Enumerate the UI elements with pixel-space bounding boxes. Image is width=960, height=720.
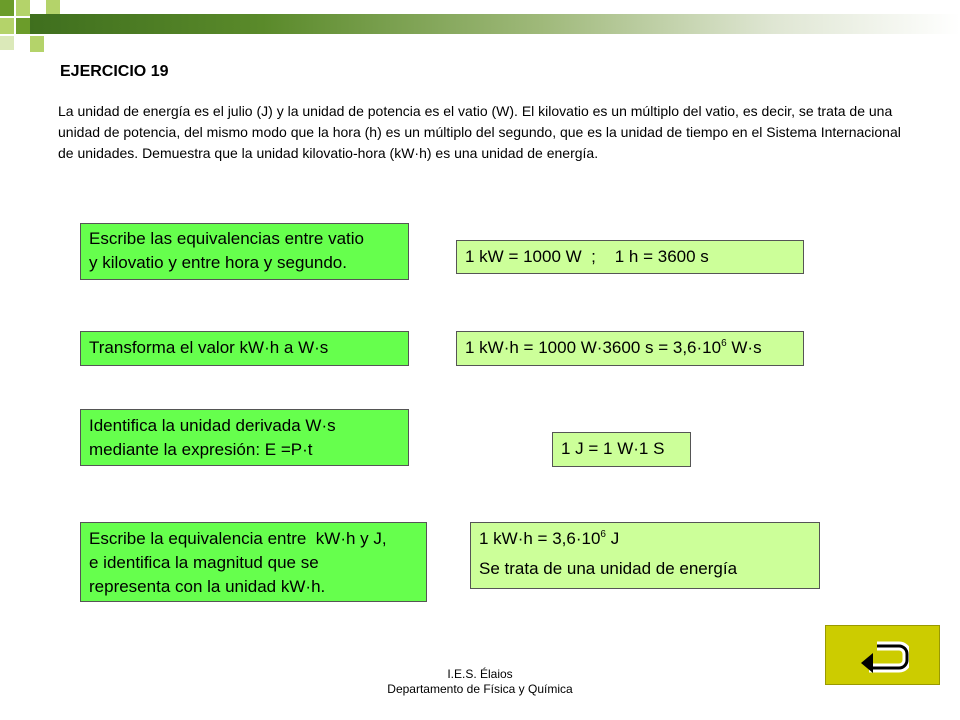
answer-line: [479, 527, 811, 551]
department-name: Departamento de Física y Química: [387, 682, 573, 696]
decor-square: [16, 18, 30, 34]
question-line: Escribe la equivalencia entre kW·h y J,: [89, 529, 387, 548]
step-2-answer: [456, 331, 804, 366]
decor-square: [16, 0, 30, 16]
header-gradient-bar: [30, 14, 960, 34]
step-1-question: [80, 223, 409, 280]
question-line: representa con la unidad kW·h.: [89, 577, 326, 596]
question-line: Identifica la unidad derivada W·s: [89, 416, 336, 435]
step-3-question: [80, 409, 409, 466]
step-4-question: [80, 522, 427, 602]
school-name: I.E.S. Élaios: [447, 667, 513, 681]
answer-text: 1 kW = 1000 W ; 1 h = 3600 s: [465, 247, 709, 266]
answer-unit: J: [605, 529, 620, 548]
question-line: Escribe las equivalencias entre vatio: [89, 229, 364, 248]
answer-text: 1 kW·h = 3,6·10: [479, 529, 601, 548]
question-line: Transforma el valor kW·h a W·s: [89, 338, 329, 357]
step-4-answer: [470, 522, 820, 589]
answer-text: 1 J = 1 W·1 S: [561, 439, 665, 458]
question-line: e identifica la magnitud que se: [89, 553, 319, 572]
step-2-question: [80, 331, 409, 366]
exercise-statement: La unidad de energía es el julio (J) y la unidad de potencia es el vatio (W). El kilovatio es un múltiplo del vatio, es decir, se trata de una unidad de potencia, del mismo modo que la hora (h) es un múltiplo del segundo, que es la unidad de tiempo en el Sistema Internacional de unidades. Demuestra que la unidad kilovatio-hora (kW·h) es una unidad de energía.: [58, 103, 901, 161]
decor-square: [0, 18, 14, 34]
step-1-answer: [456, 240, 804, 274]
exponent: 6: [600, 529, 606, 540]
footer: [0, 667, 960, 697]
decor-square: [0, 0, 14, 16]
question-line: mediante la expresión: E =P·t: [89, 440, 313, 459]
exponent: 6: [721, 338, 727, 349]
step-3-answer: [552, 432, 691, 467]
question-line: y kilovatio y entre hora y segundo.: [89, 253, 347, 272]
answer-unit: W·s: [726, 338, 762, 357]
decor-square: [30, 36, 44, 52]
answer-text: 1 kW·h = 1000 W·3600 s = 3,6·10: [465, 338, 722, 357]
answer-conclusion: Se trata de una unidad de energía: [479, 559, 738, 578]
decor-square: [0, 36, 14, 50]
exercise-title: EJERCICIO 19: [60, 63, 169, 80]
decor-square: [46, 0, 60, 14]
